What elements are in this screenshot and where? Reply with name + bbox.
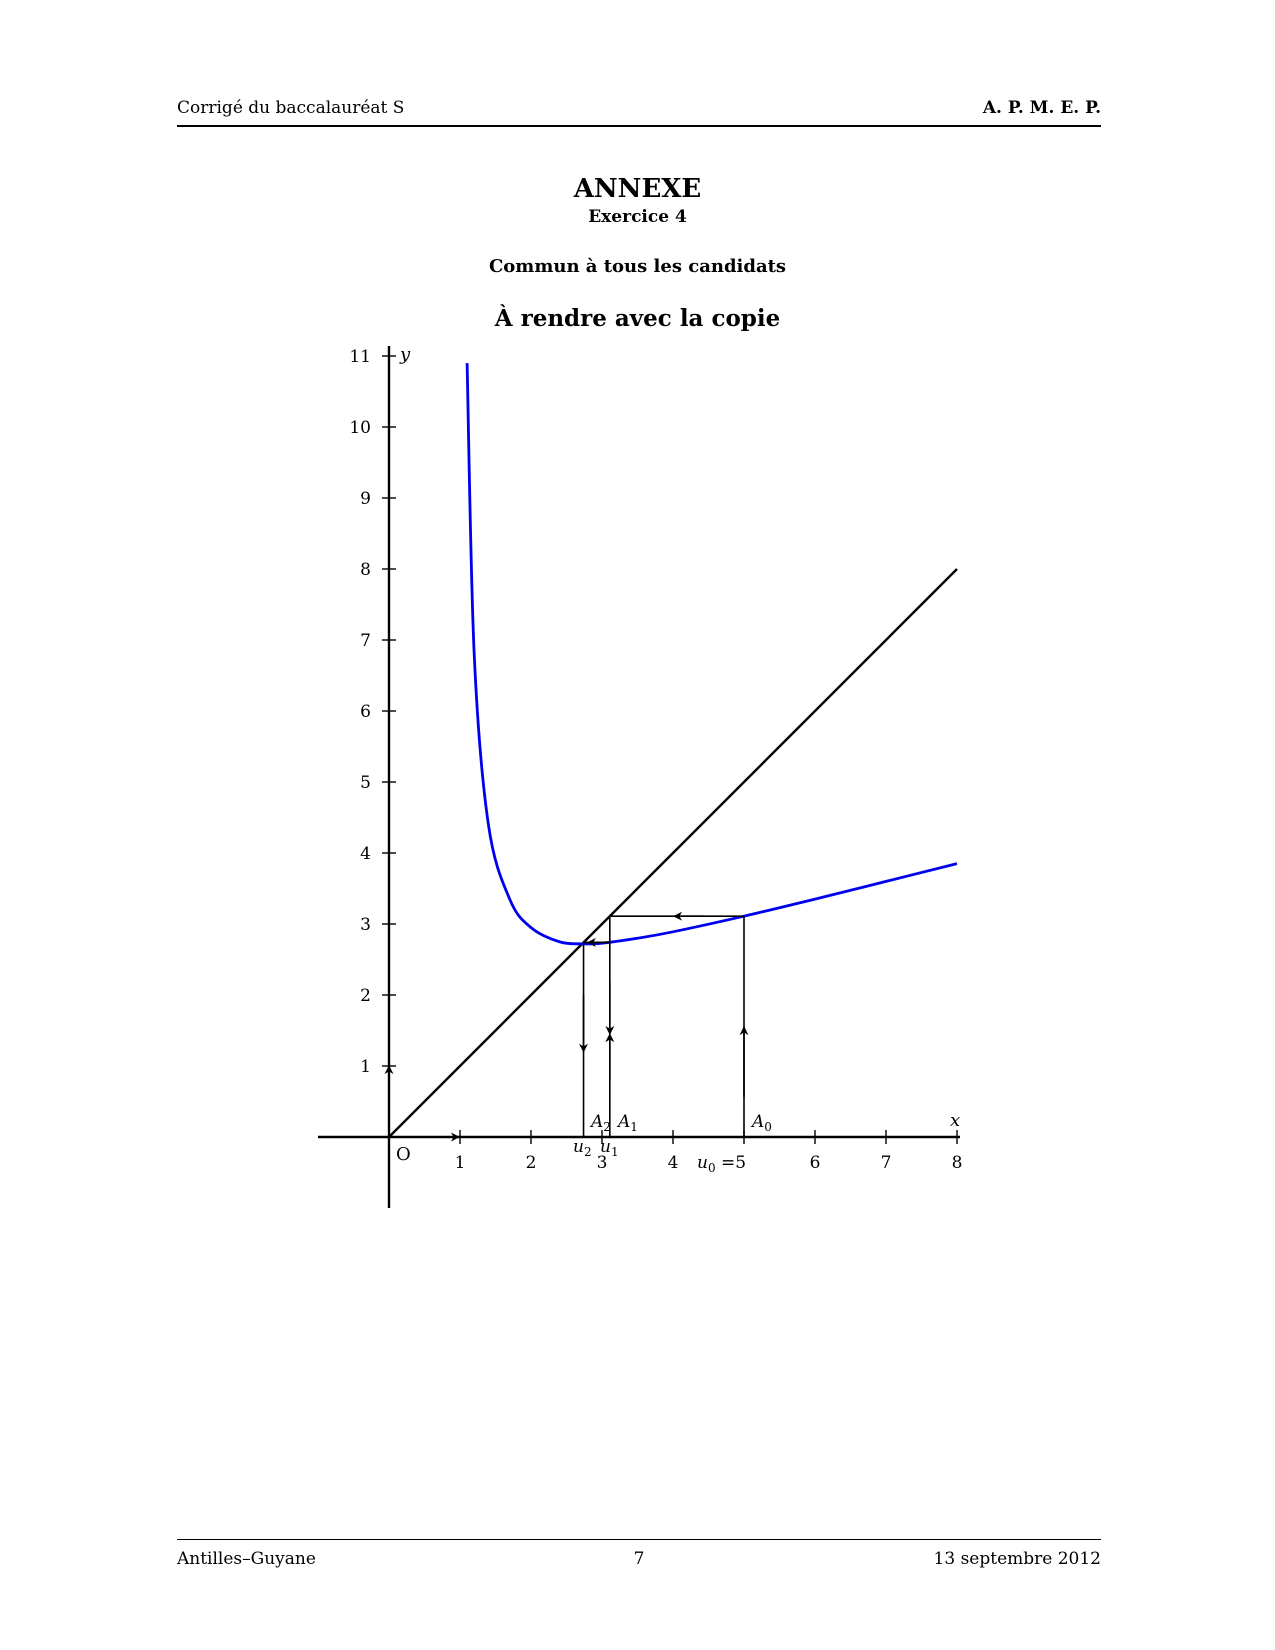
x-tick-label: 8 [951, 1153, 963, 1173]
page-footer [177, 1539, 1101, 1579]
x-tick-label: 7 [880, 1153, 892, 1173]
title-exercice: Exercice 4 [588, 207, 687, 227]
x-tick-label: 3 [596, 1153, 608, 1173]
y-tick-label: 9 [360, 489, 371, 509]
footer-rule [177, 1539, 1101, 1540]
title-commun: Commun à tous les candidats [488, 256, 787, 277]
y-tick-label: 7 [360, 631, 371, 651]
origin-label: O [396, 1144, 411, 1165]
sequence-construction [584, 916, 744, 1137]
y-tick-label: 8 [360, 560, 371, 580]
page-number: 7 [633, 1549, 645, 1569]
x-axis-label: x [950, 1110, 961, 1131]
y-tick-label: 3 [360, 915, 371, 935]
header-left: Corrigé du baccalauréat S [177, 98, 405, 118]
function-curve [467, 363, 957, 944]
y-tick-label: 6 [360, 702, 371, 722]
y-tick-label: 1 [360, 1057, 371, 1077]
footer-right: 13 septembre 2012 [933, 1549, 1101, 1569]
label-u1: $u_1$ [600, 1137, 619, 1159]
label-u2: $u_2$ [573, 1137, 592, 1159]
y-axis-label: y [400, 344, 411, 365]
y-tick-label: 10 [349, 418, 371, 438]
label-A0: $A_0$ [752, 1112, 772, 1134]
y-tick-label: 4 [360, 844, 371, 864]
header-right: A. P. M. E. P. [982, 98, 1101, 118]
x-tick-label: 2 [525, 1153, 537, 1173]
title-annexe: ANNEXE [573, 174, 702, 204]
x-tick-label: 6 [809, 1153, 821, 1173]
y-tick-label: 11 [349, 347, 371, 367]
y-tick-label: 5 [360, 773, 371, 793]
footer-left: Antilles–Guyane [177, 1549, 316, 1569]
label-A2: $A_2$ [591, 1112, 611, 1134]
label-A1: $A_1$ [618, 1112, 638, 1134]
label-u0: $u_0 =5$ [697, 1153, 747, 1175]
title-rendre: À rendre avec la copie [494, 305, 781, 332]
x-tick-label: 4 [667, 1153, 679, 1173]
x-tick-label: 1 [454, 1153, 466, 1173]
y-tick-label: 2 [360, 986, 371, 1006]
